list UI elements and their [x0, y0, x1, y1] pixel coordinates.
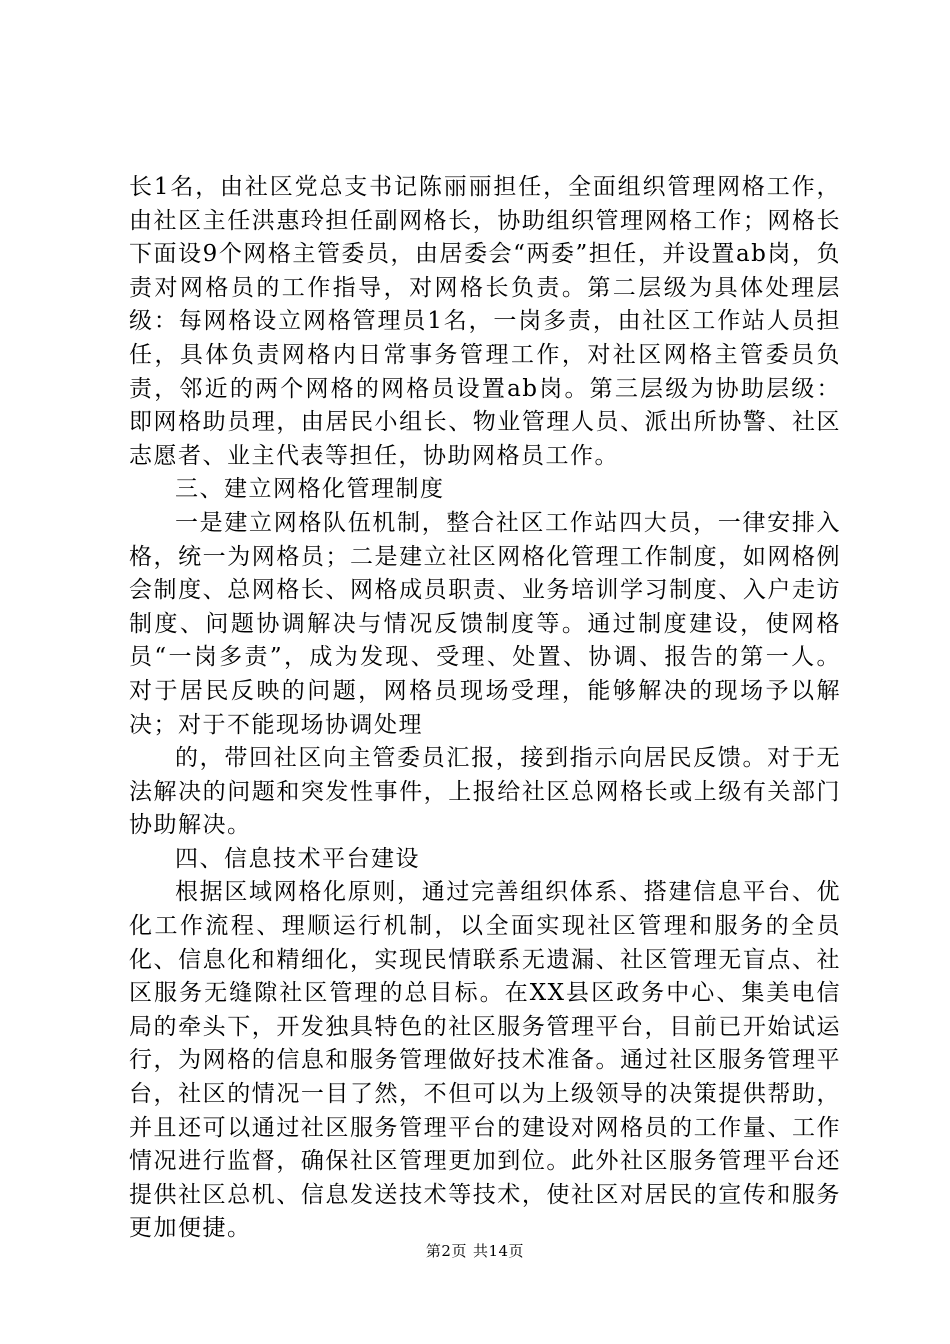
- document-body: [129, 171, 841, 1246]
- paragraph: 根据区域网格化原则，通过完善组织体系、搭建信息平台、优化工作流程、理顺运行机制，以全面实现社区管理和服务的全员化、信息化和精细化，实现民情联系无遗漏、社区管理无盲点、社区服务无缝隙社区管理的总目标。在XX县区政务中心、集美电信局的牵头下，开发独具特色的社区服务管理平台，目前已开始试运行，为网格的信息和服务管理做好技术准备。通过社区服务管理平台，社区的情况一目了然，不但可以为上级领导的决策提供帮助，并且还可以通过社区服务管理平台的建设对网格员的工作量、工作情况进行监督，确保社区管理更加到位。此外社区服务管理平台还提供社区总机、信息发送技术等技术，使社区对居民的宣传和服务更加便捷。: [129, 879, 841, 1242]
- paragraph: 一是建立网格队伍机制，整合社区工作站四大员，一律安排入格，统一为网格员；二是建立社区网格化管理工作制度，如网格例会制度、总网格长、网格成员职责、业务培训学习制度、入户走访制度、问题协调解决与情况反馈制度等。通过制度建设，使网格员“一岗多责”，成为发现、受理、处置、协调、报告的第一人。对于居民反映的问题，网格员现场受理，能够解决的现场予以解决；对于不能现场协调处理: [129, 509, 841, 738]
- total-pages: 共14页: [472, 1242, 525, 1260]
- page-number: 第2页: [425, 1242, 467, 1260]
- page-footer: [0, 1241, 950, 1261]
- paragraph: 的，带回社区向主管委员汇报，接到指示向居民反馈。对于无法解决的问题和突发性事件，上报给社区总网格长或上级有关部门协助解决。: [129, 745, 841, 839]
- section-heading-3: 三、建立网格化管理制度: [175, 476, 445, 503]
- paragraph-continuation: 长1名，由社区党总支书记陈丽丽担任，全面组织管理网格工作，由社区主任洪惠玲担任副网格长，协助组织管理网格工作；网格长下面设9个网格主管委员，由居委会“两委”担任，并设置ab岗，负责对网格员的工作指导，对网格长负责。第二层级为具体处理层级：每网格设立网格管理员1名，一岗多责，由社区工作站人员担任，具体负责网格内日常事务管理工作，对社区网格主管委员负责，邻近的两个网格的网格员设置ab岗。第三层级为协助层级：即网格助员理，由居民小组长、物业管理人员、派出所协警、社区志愿者、业主代表等担任，协助网格员工作。: [129, 174, 841, 469]
- section-heading-4: 四、信息技术平台建设: [175, 845, 420, 872]
